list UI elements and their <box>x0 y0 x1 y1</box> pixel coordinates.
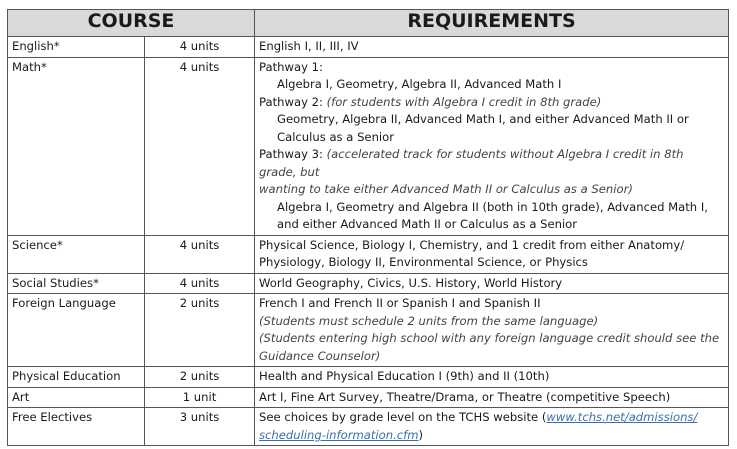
pathway-header <box>259 94 724 112</box>
course-units: 4 units <box>145 235 255 273</box>
tchs-website-link[interactable]: www.tchs.net/admissions/ <box>546 410 698 424</box>
course-name: Physical Education <box>8 367 145 388</box>
table-row <box>8 408 729 446</box>
requirement-note: (Students entering high school with any foreign language credit should see the <box>259 331 720 345</box>
pathway-label: Pathway 1: <box>259 59 323 74</box>
course-header: COURSE <box>8 10 255 37</box>
course-requirements <box>255 57 729 235</box>
pathway-detail: and either Advanced Math II or Calculus as a Senior <box>277 217 578 231</box>
table-row <box>8 57 729 235</box>
pathway-detail: Geometry, Algebra II, Advanced Math I, and either Advanced Math II or <box>277 112 689 126</box>
pathway-note: (for students with Algebra I credit in 8th grade) <box>326 94 602 109</box>
table-row <box>8 387 729 408</box>
course-units: 4 units <box>145 273 255 294</box>
course-requirements: Physical Science, Biology I, Chemistry, and 1 credit from either Anatomy/ Physiology, Biology II, Environmental Science, or Physics <box>255 235 729 273</box>
course-units: 1 unit <box>145 387 255 408</box>
course-units: 4 units <box>145 37 255 58</box>
course-units: 2 units <box>145 367 255 388</box>
table-row <box>8 273 729 294</box>
pathway-header <box>259 146 724 181</box>
course-name: Social Studies* <box>8 273 145 294</box>
requirement-note: (Students must schedule 2 units from the same language) <box>259 313 599 328</box>
requirements-header: REQUIREMENTS <box>255 10 729 37</box>
header-row <box>8 10 729 37</box>
tchs-website-link[interactable]: scheduling-information.cfm <box>259 427 419 442</box>
course-units: 4 units <box>145 57 255 235</box>
course-requirements: See choices by grade level on the TCHS website (www.tchs.net/admissions/ scheduling-information.cfm) <box>255 408 729 446</box>
pathway-detail: Algebra I, Geometry and Algebra II (both in 10th grade), Advanced Math I, <box>277 199 708 214</box>
pathway-label: Pathway 3: <box>259 147 323 161</box>
requirement-note: Guidance Counselor) <box>259 348 381 363</box>
course-requirements: Health and Physical Education I (9th) and II (10th) <box>255 367 729 388</box>
course-name: Math* <box>8 57 145 235</box>
requirements-table <box>7 9 729 446</box>
pathway-note: wanting to take either Advanced Math II or Calculus as a Senior) <box>259 182 633 196</box>
course-name: Art <box>8 387 145 408</box>
course-requirements: French I and French II or Spanish I and Spanish II (Students must schedule 2 units from the same language) (Students entering high school with any foreign language credit should see the Guidance Counselor) <box>255 294 729 367</box>
course-requirements: English I, II, III, IV <box>255 37 729 58</box>
course-name: Foreign Language <box>8 294 145 367</box>
table-row <box>8 235 729 273</box>
course-units: 2 units <box>145 294 255 367</box>
course-name: Science* <box>8 235 145 273</box>
course-name: Free Electives <box>8 408 145 446</box>
course-units: 3 units <box>145 408 255 446</box>
pathway-detail: Algebra I, Geometry, Algebra II, Advanced Math I <box>277 77 562 91</box>
table-row <box>8 37 729 58</box>
course-requirements: Art I, Fine Art Survey, Theatre/Drama, or Theatre (competitive Speech) <box>255 387 729 408</box>
table-row <box>8 367 729 388</box>
course-name: English* <box>8 37 145 58</box>
table-row <box>8 294 729 367</box>
pathway-label: Pathway 2: <box>259 94 323 109</box>
course-requirements: World Geography, Civics, U.S. History, World History <box>255 273 729 294</box>
pathway-note: (accelerated track for students without Algebra I credit in 8th grade, but <box>259 147 684 179</box>
pathway-detail: Calculus as a Senior <box>277 129 394 144</box>
